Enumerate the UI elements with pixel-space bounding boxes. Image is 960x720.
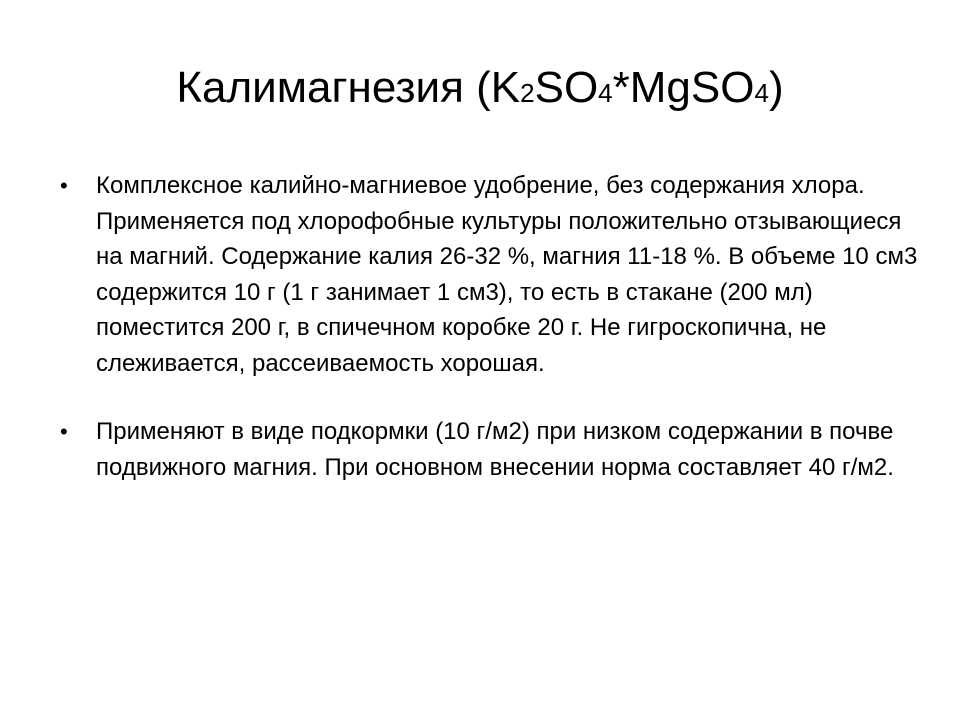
title-mgso: *MgSO <box>612 63 755 112</box>
title-so: SO <box>534 63 599 112</box>
title-close-paren: ) <box>768 63 784 112</box>
bullet-item <box>60 414 920 485</box>
title-main: Калимагнезия (K <box>176 63 521 112</box>
slide-title <box>0 58 960 123</box>
bullet-text: Применяют в виде подкормки (10 г/м2) при низком содержании в почве подвижного магния. При основном внесении норма составляет 40 г/м2. <box>96 418 894 481</box>
title-subscript-2: 2 <box>520 78 535 108</box>
title-subscript-4b: 4 <box>754 78 769 108</box>
bullet-icon: • <box>60 419 68 444</box>
bullet-list <box>60 168 920 485</box>
bullet-text: Комплексное калийно-магниевое удобрение, без содержания хлора. Применяется под хлорофобные культуры положительно отзывающиеся на магний. Содержание калия 26-32 %, магния 11-18 %. В объеме 10 см3 содержится 10 г (1 г занимает 1 см3), то есть в стакане (200 мл) поместится 200 г, в спичечном коробке 20 г. Не гигроскопична, не слеживается, рассеиваемость хорошая. <box>96 172 918 377</box>
bullet-icon: • <box>60 173 68 198</box>
title-subscript-4a: 4 <box>598 78 613 108</box>
bullet-item <box>60 168 920 381</box>
